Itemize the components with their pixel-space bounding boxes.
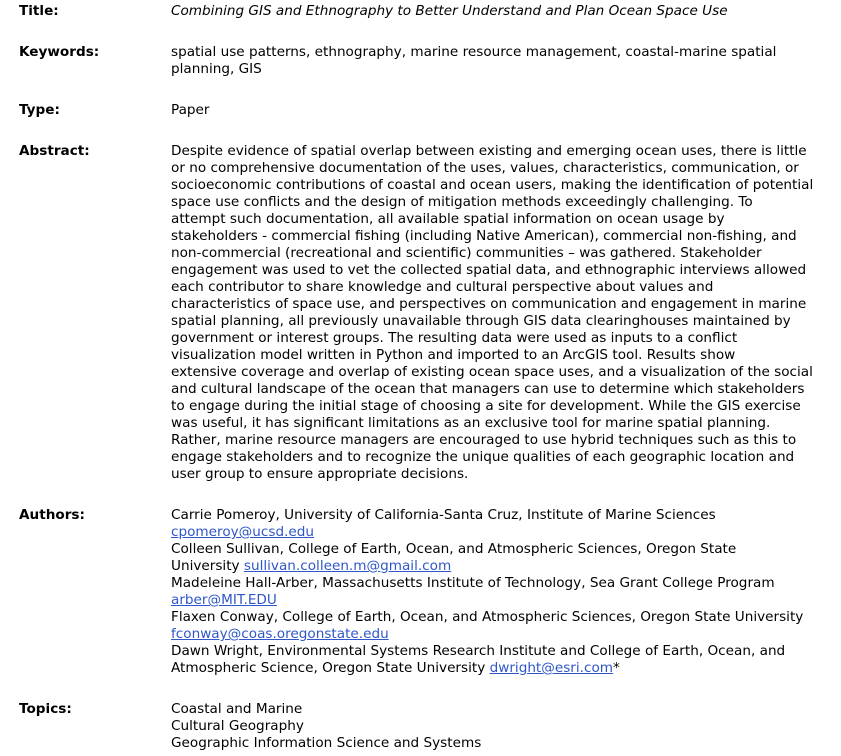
abstract-line: user group to ensure appropriate decisions. (171, 466, 469, 482)
abstract-line: space use conflicts and the design of mitigation methods exceedingly challenging. To (171, 194, 753, 210)
abstract-line: or no comprehensive documentation of the uses, values, characteristics, communication, or (171, 160, 799, 176)
authors-label: Authors: (19, 507, 85, 523)
author-email-link[interactable]: fconway@coas.oregonstate.edu (171, 626, 389, 642)
author-affiliation: Dawn Wright, Environmental Systems Research Institute and College of Earth, Ocean, and (171, 643, 786, 659)
abstract-line: government or interest groups. The resulting data were used as inputs to a conflict (171, 330, 738, 346)
type-value: Paper (171, 102, 210, 118)
author-affiliation: Carrie Pomeroy, University of California-Santa Cruz, Institute of Marine Sciences (171, 507, 716, 523)
abstract-line: characteristics of space use, and perspectives on communication and engagement in marine (171, 296, 807, 312)
author-email-link[interactable]: dwright@esri.com (489, 660, 614, 676)
author-email-line (171, 626, 831, 643)
author-affiliation: University (171, 558, 244, 574)
paper-title: Combining GIS and Ethnography to Better Understand and Plan Ocean Space Use (171, 3, 728, 19)
topic-item: Cultural Geography (171, 718, 304, 734)
abstract-line: stakeholders - commercial fishing (including Native American), commercial non-fishing, and (171, 228, 797, 244)
corresponding-author-mark: * (613, 660, 620, 676)
abstract-line: Rather, marine resource managers are encouraged to use hybrid techniques such as this to (171, 432, 797, 448)
keywords-label: Keywords: (19, 44, 100, 60)
author-email-link[interactable]: cpomeroy@ucsd.edu (171, 524, 314, 540)
topic-item: Geographic Information Science and Systems (171, 735, 482, 751)
author-affiliation-line (171, 558, 831, 575)
abstract-line: engagement was used to vet the collected spatial data, and ethnographic interviews allowed (171, 262, 807, 278)
author-email-link[interactable]: sullivan.colleen.m@gmail.com (243, 558, 452, 574)
author-affiliation: Colleen Sullivan, College of Earth, Ocean, and Atmospheric Sciences, Oregon State (171, 541, 737, 557)
abstract-line: was useful, it has significant limitations as an exclusive tool for marine spatial planning. (171, 415, 771, 431)
abstract-line: visualization model written in Python and imported to an ArcGIS tool. Results show (171, 347, 736, 363)
keywords-line: planning, GIS (171, 61, 262, 77)
abstract-line: extensive coverage and overlap of existing ocean space uses, and a visualization of the social (171, 364, 813, 380)
abstract-line: spatial planning, all previously unavailable through GIS data clearinghouses maintained by (171, 313, 791, 329)
topics-label: Topics: (19, 701, 72, 717)
abstract-line: and cultural landscape of the ocean that managers can use to determine which stakeholders (171, 381, 805, 397)
author-email-line (171, 524, 831, 541)
abstract-line: each contributor to share knowledge and cultural perspective about values and (171, 279, 714, 295)
abstract-line: attempt such documentation, all available spatial information on ocean usage by (171, 211, 725, 227)
abstract-line: socioeconomic contributions of coastal and ocean users, making the identification of potential (171, 177, 814, 193)
topics-list (171, 701, 831, 752)
topic-item: Coastal and Marine (171, 701, 303, 717)
keywords-line: spatial use patterns, ethnography, marine resource management, coastal-marine spatial (171, 44, 777, 60)
author-affiliation: Madeleine Hall-Arber, Massachusetts Institute of Technology, Sea Grant College Program (171, 575, 775, 591)
author-email-line (171, 592, 831, 609)
abstract-text (171, 143, 831, 483)
author-email-link[interactable]: arber@MIT.EDU (171, 592, 277, 608)
abstract-line: engage stakeholders and to recognize the unique qualities of each geographic location and (171, 449, 795, 465)
keywords-value (171, 44, 831, 78)
author-affiliation-line (171, 660, 831, 677)
type-label: Type: (19, 102, 60, 118)
author-affiliation: Atmospheric Science, Oregon State University (171, 660, 490, 676)
title-label: Title: (19, 3, 59, 19)
author-affiliation: Flaxen Conway, College of Earth, Ocean, and Atmospheric Sciences, Oregon State University (171, 609, 804, 625)
abstract-label: Abstract: (19, 143, 90, 159)
abstract-line: non-commercial (recreational and scientific) communities – was gathered. Stakeholder (171, 245, 762, 261)
authors-list (171, 507, 831, 677)
abstract-line: Despite evidence of spatial overlap between existing and emerging ocean uses, there is little (171, 143, 807, 159)
abstract-line: to engage during the initial stage of choosing a site for development. While the GIS exercise (171, 398, 801, 414)
